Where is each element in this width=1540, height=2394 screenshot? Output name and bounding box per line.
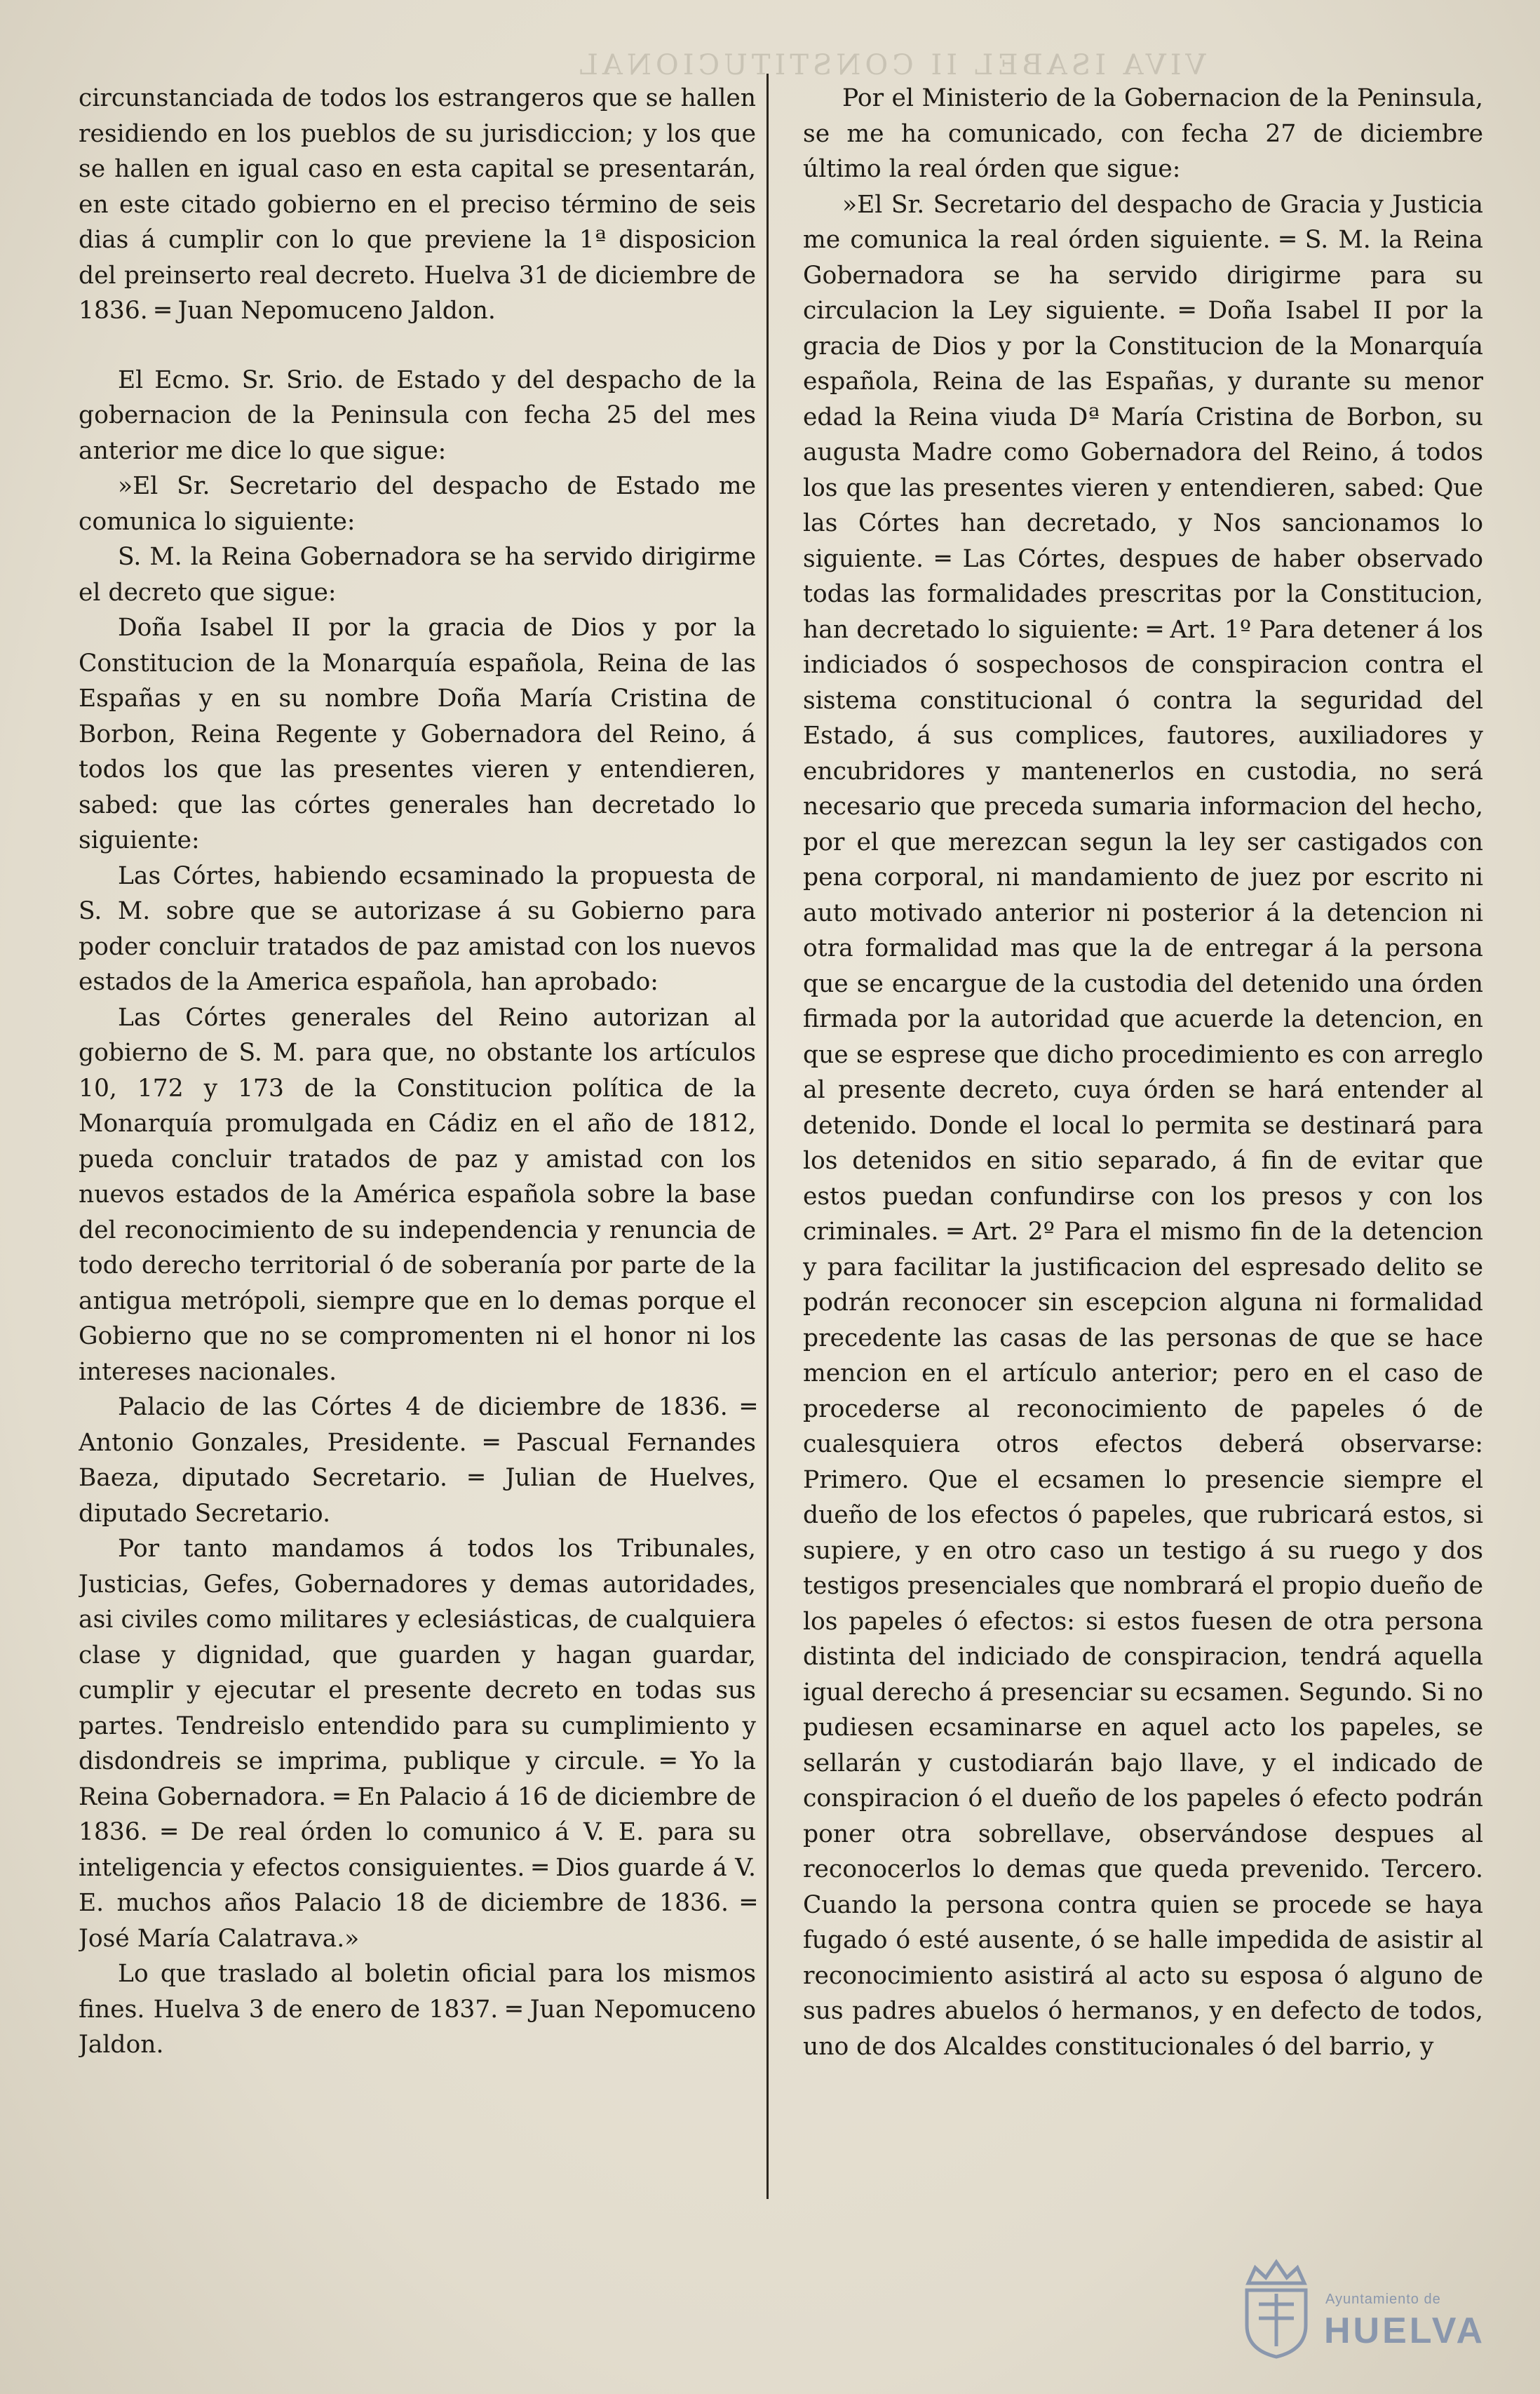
- paragraph: Lo que traslado al boletin oficial para los mismos fines. Huelva 3 de enero de 1837. ═ Juan Nepomuceno Jaldon.: [79, 1960, 756, 2059]
- paragraph: Palacio de las Córtes 4 de diciembre de 1836. ═ Antonio Gonzales, Presidente. ═ Pascual Fernandes Baeza, diputado Secretario. ═ Julian de Huelves, diputado Secretario.: [79, 1393, 756, 1528]
- paragraph: Por el Ministerio de la Gobernacion de la Peninsula, se me ha comunicado, con fecha 27 de diciembre último la real órden que sigue:: [803, 84, 1483, 183]
- crest-icon: [1234, 2255, 1318, 2360]
- left-column: [79, 81, 756, 2185]
- paragraph: »El Sr. Secretario del despacho de Estado me comunica lo siguiente:: [79, 472, 756, 536]
- column-divider: [766, 74, 769, 2199]
- bleed-through-header: VIVA ISABEL II CONSTITUCIONAL: [575, 49, 1206, 81]
- paragraph: Por tanto mandamos á todos los Tribunales, Justicias, Gefes, Gobernadores y demas autoridades, asi civiles como militares y eclesiásticas, de cualquiera clase y dignidad, que guarden y hagan guardar, cumplir y ejecutar el presente decreto en todas sus partes. Tendreislo entendido para su cumplimiento y disdondreis se imprima, publique y circule. ═ Yo la Reina Gobernadora. ═ En Palacio á 16 de diciembre de 1836. ═ De real órden lo comunico á V. E. para su inteligencia y efectos consiguientes. ═ Dios guarde á V. E. muchos años Palacio 18 de diciembre de 1836. ═ José María Calatrava.»: [79, 1535, 756, 1953]
- logo-big-text: HUELVA: [1324, 2311, 1486, 2351]
- paragraph: El Ecmo. Sr. Srio. de Estado y del despacho de la gobernacion de la Peninsula con fecha 25 del mes anterior me dice lo que sigue:: [79, 365, 756, 465]
- logo-small-text: Ayuntamiento de: [1325, 2292, 1441, 2307]
- paragraph: circunstanciada de todos los estrangeros que se hallen residiendo en los pueblos de su jurisdiccion; y los que se hallen en igual caso en esta capital se presentarán, en este citado gobierno en el preciso término de seis dias á cumplir con lo que previene la 1ª disposicion del preinserto real decreto. Huelva 31 de diciembre de 1836. ═ Juan Nepomuceno Jaldon.: [79, 84, 756, 325]
- paragraph: »El Sr. Secretario del despacho de Gracia y Justicia me comunica la real órden siguiente. ═ S. M. la Reina Gobernadora se ha servido dirigirme para su circulacion la Ley siguiente. ═ Doña Isabel II por la gracia de Dios y por la Constitucion de la Monarquía española, Reina de las Españas, y durante su menor edad la Reina viuda Dª María Cristina de Borbon, su augusta Madre como Gobernadora del Reino, á todos los que las presentes vieren y entendieren, sabed: Que las Córtes han decretado, y Nos sancionamos lo siguiente. ═ Las Córtes, despues de haber observado todas las formalidades prescritas por la Constitucion, han decretado lo siguiente: ═ Art. 1º Para detener á los indiciados ó sospechosos de conspiracion contra el sistema constitucional ó contra la seguridad del Estado, á sus complices, fautores, auxiliadores y encubridores y mantenerlos en custodia, no será necesario que preceda sumaria informacion del hecho, por el que merezcan segun la ley ser castigados con pena corporal, ni mandamiento de juez por escrito ni auto motivado anterior ni posterior á la detencion ni otra formalidad mas que la de entregar á la persona que se encargue de la custodia del detenido una órden firmada por la autoridad que acuerde la detencion, en que se esprese que dicho procedimiento es con arreglo al presente decreto, cuya órden se hará entender al detenido. Donde el local lo permita se destinará para los detenidos en sitio separado, á fin de evitar que estos puedan confundirse con los presos y con los criminales. ═ Art. 2º Para el mismo fin de la detencion y para facilitar la justificacion del espresado delito se podrán reconocer sin escepcion alguna ni formalidad precedente las casas de las personas de que se hace mencion en el artículo anterior; pero en el caso de procederse al reconocimiento de papeles ó de cualesquiera otros efectos deberá observarse: Primero. Que el ecsamen lo presencie siempre el dueño de los efectos ó papeles, que rubricará estos, si supiere, y en otro caso un testigo á su ruego y dos testigos presenciales que nombrará el propio dueño de los papeles ó efectos: si estos fuesen de otra persona distinta del indiciado de conspiracion, tendrá aquella igual derecho á presenciar su ecsamen. Segundo. Si no pudiesen ecsaminarse en aquel acto los papeles, se sellarán y custodiarán bajo llave, y el indicado de conspiracion ó el dueño de los papeles ó efecto podrán poner otra sobrellave, observándose despues al reconocerlos lo demas que queda prevenido. Tercero. Cuando la persona contra quien se procede se haya fugado ó esté ausente, ó se halle impedida de asistir al reconocimiento asistirá al acto su esposa ó alguno de sus padres abuelos ó hermanos, y en defecto de todos, uno de dos Alcaldes constitucionales ó del barrio, y: [803, 190, 1483, 2061]
- paragraph: Las Córtes, habiendo ecsaminado la propuesta de S. M. sobre que se autorizase á su Gobierno para poder concluir tratados de paz amistad con los nuevos estados de la America española, han aprobado:: [79, 861, 756, 996]
- paragraph: Las Córtes generales del Reino autorizan al gobierno de S. M. para que, no obstante los artículos 10, 172 y 173 de la Constitucion política de la Monarquía promulgada en Cádiz en el año de 1812, pueda concluir tratados de paz y amistad con los nuevos estados de la América española sobre la base del reconocimiento de su independencia y renuncia de todo derecho territorial ó de soberanía por parte de la antigua metrópoli, siempre que en lo demas porque el Gobierno que no se compromenten ni el honor ni los intereses nacionales.: [79, 1003, 756, 1386]
- paragraph: Doña Isabel II por la gracia de Dios y por la Constitucion de la Monarquía española, Reina de las Españas y en su nombre Doña María Cristina de Borbon, Reina Regente y Gobernadora del Reino, á todos los que las presentes vieren y entendieren, sabed: que las córtes generales han decretado lo siguiente:: [79, 614, 756, 854]
- paragraph: S. M. la Reina Gobernadora se ha servido dirigirme el decreto que sigue:: [79, 543, 756, 607]
- right-column: [803, 81, 1483, 2185]
- huelva-logo: [1234, 2255, 1508, 2367]
